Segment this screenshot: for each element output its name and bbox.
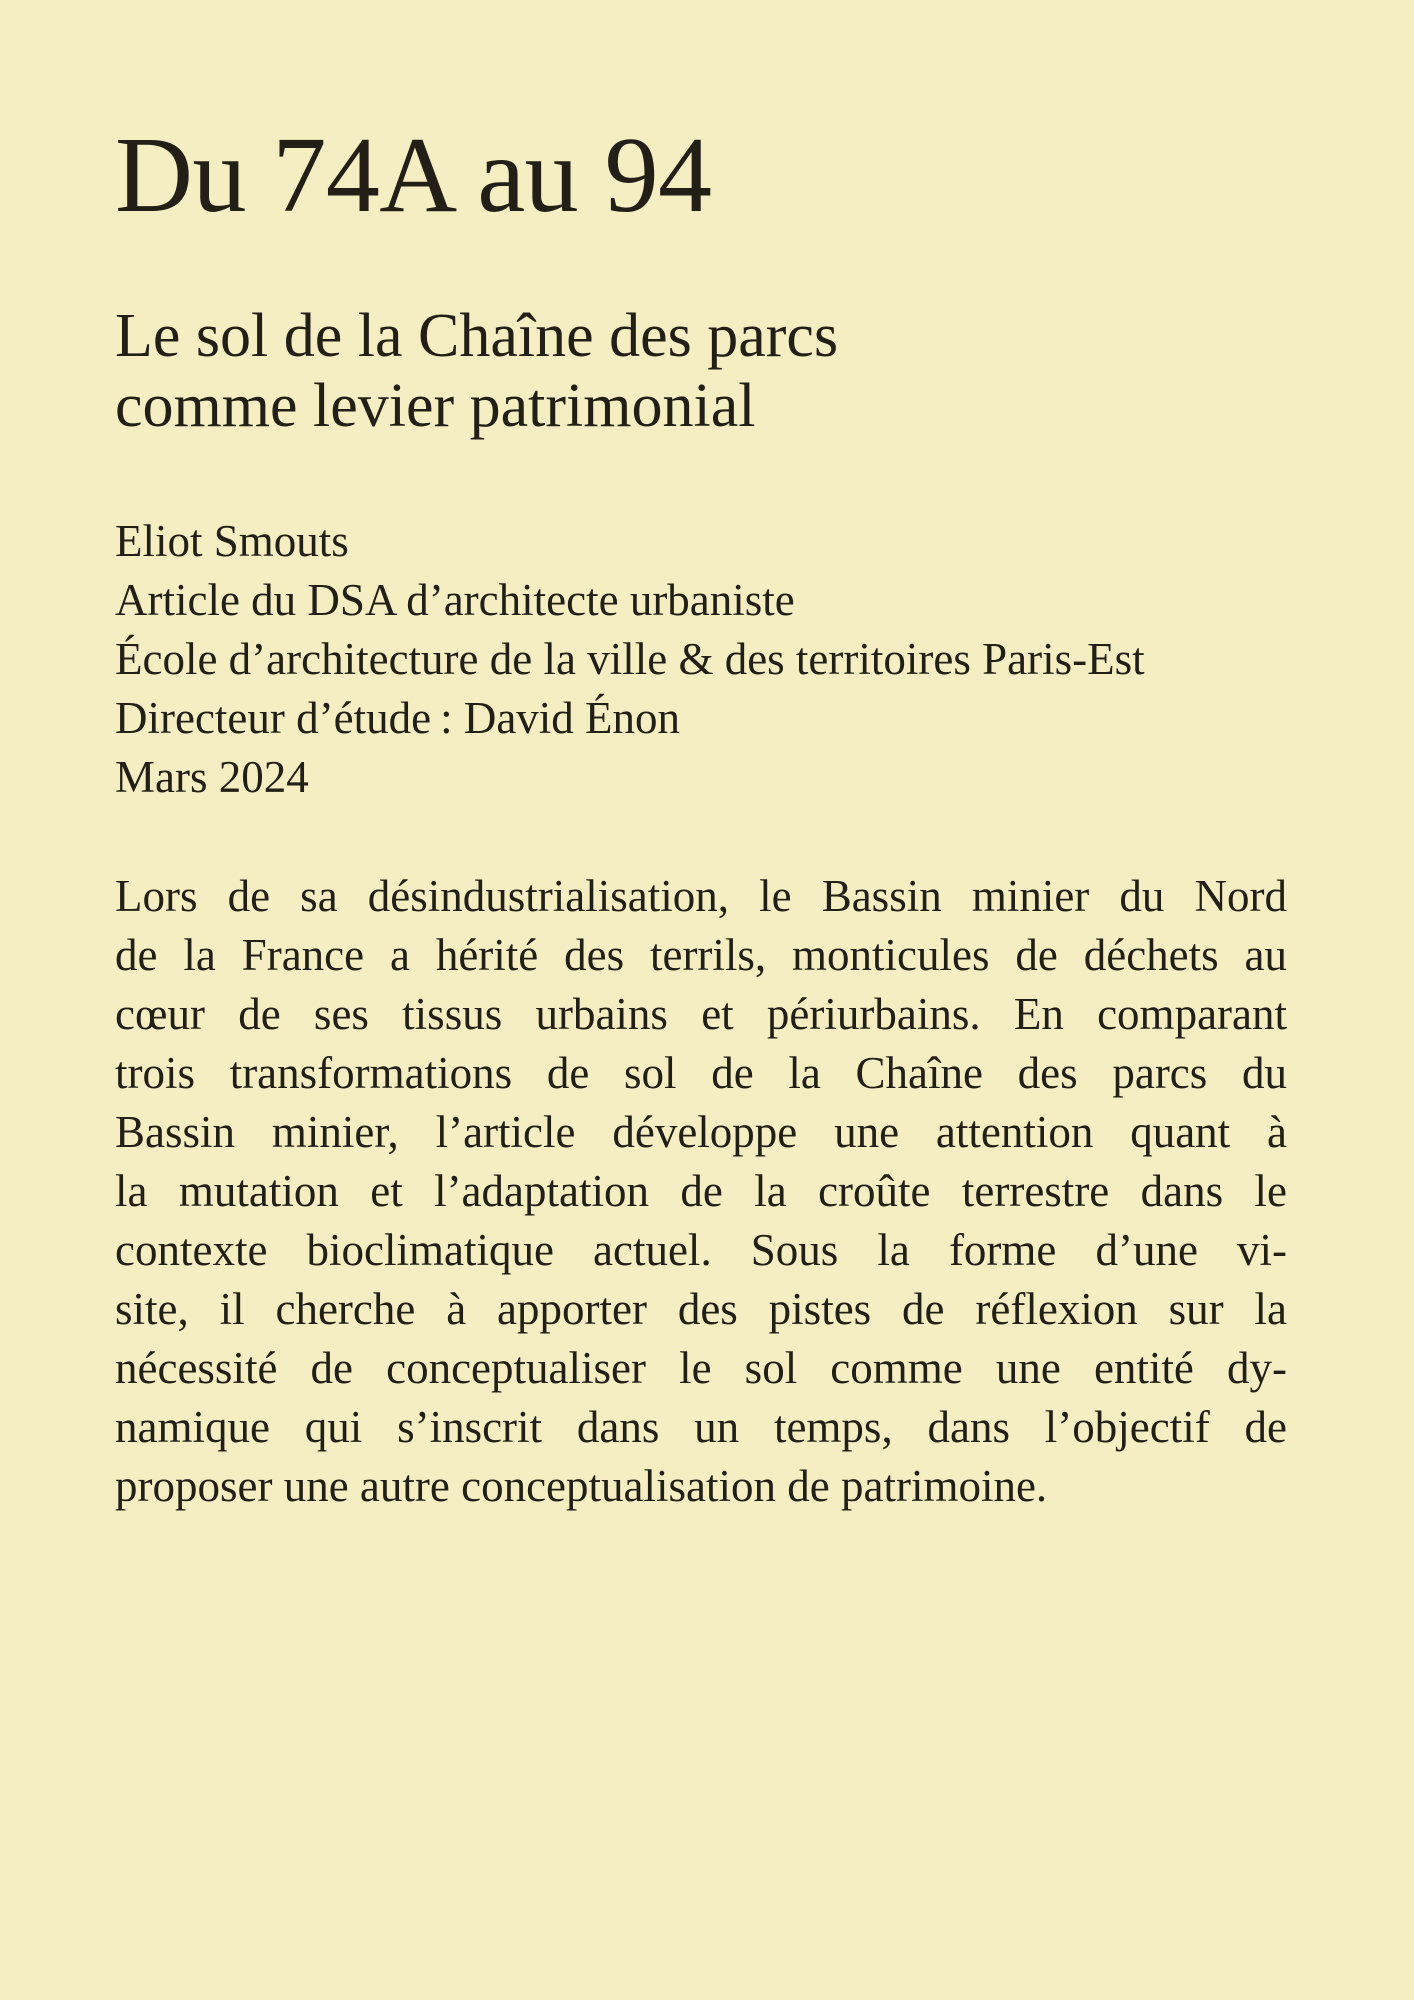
- article-subtitle: [115, 301, 1287, 441]
- abstract-line: site, il cherche à apporter des pistes de réflexion sur la: [115, 1284, 1287, 1334]
- abstract: [115, 867, 1287, 1516]
- byline-line: École d’architecture de la ville & des territoires Paris-Est: [115, 634, 1145, 684]
- byline-line: Directeur d’étude : David Énon: [115, 693, 681, 743]
- byline: [115, 512, 1287, 807]
- byline-line: Mars 2024: [115, 752, 309, 802]
- byline-line: Article du DSA d’architecte urbaniste: [115, 575, 795, 625]
- abstract-line: Bassin minier, l’article développe une attention quant à: [115, 1107, 1287, 1157]
- article-subtitle-line: Le sol de la Chaîne des parcs: [115, 302, 839, 370]
- article-title: Du 74A au 94: [115, 116, 712, 235]
- article-subtitle-line: comme levier patrimonial: [115, 372, 756, 440]
- abstract-line: proposer une autre conceptualisation de patrimoine.: [115, 1461, 1048, 1511]
- abstract-line: trois transformations de sol de la Chaîne des parcs du: [115, 1048, 1287, 1098]
- abstract-line: de la France a hérité des terrils, monticules de déchets au: [115, 930, 1287, 980]
- abstract-line: namique qui s’inscrit dans un temps, dans l’objectif de: [115, 1402, 1287, 1452]
- abstract-line: la mutation et l’adaptation de la croûte terrestre dans le: [115, 1166, 1287, 1216]
- abstract-line: Lors de sa désindustrialisation, le Bassin minier du Nord: [115, 871, 1287, 921]
- content-column: [115, 0, 1287, 1516]
- abstract-line: nécessité de conceptualiser le sol comme une entité dy-: [115, 1343, 1287, 1393]
- abstract-line: cœur de ses tissus urbains et périurbains. En comparant: [115, 989, 1287, 1039]
- byline-line: Eliot Smouts: [115, 516, 349, 566]
- abstract-line: contexte bioclimatique actuel. Sous la forme d’une vi-: [115, 1225, 1287, 1275]
